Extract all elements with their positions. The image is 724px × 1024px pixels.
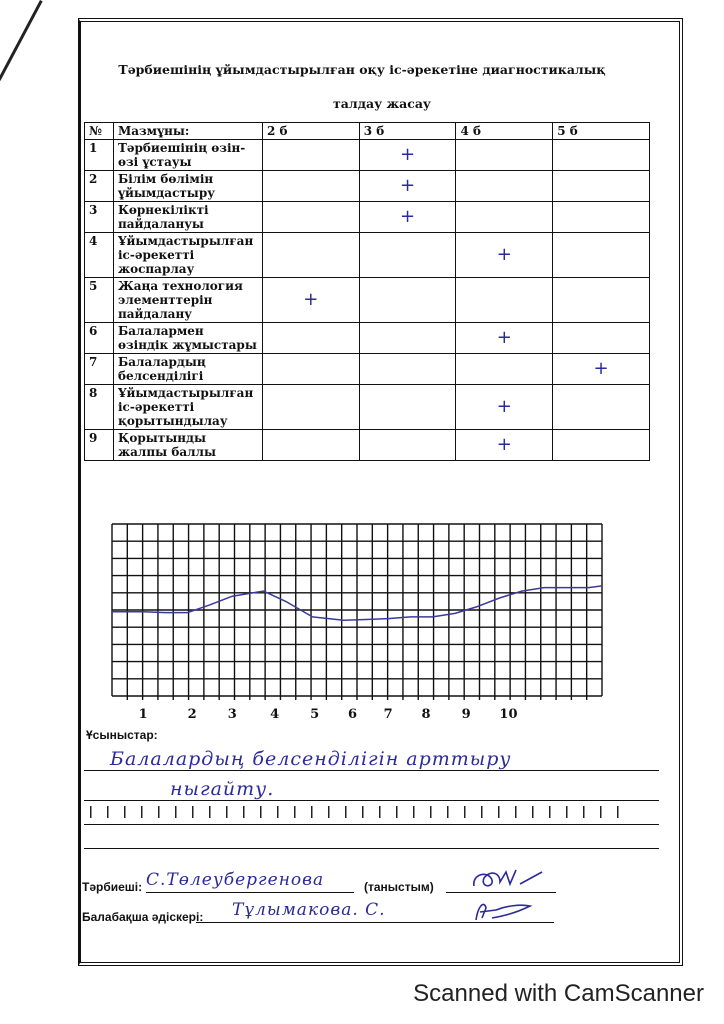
acknowledged-label: (таныстым) [364, 880, 434, 894]
row-number: 7 [85, 354, 114, 385]
recommendation-line-1 [84, 770, 659, 771]
row-number: 2 [85, 171, 114, 202]
row-number: 9 [85, 430, 114, 461]
table-row [85, 430, 650, 461]
score-cell-5 [553, 430, 650, 461]
header-number: № [85, 123, 114, 140]
score-cell-4 [456, 323, 553, 354]
recommendations-label: Ұсыныстар: [86, 728, 158, 742]
methodist-label: Балабақша әдіскері: [82, 910, 204, 924]
score-cell-4 [456, 430, 553, 461]
score-cell-5 [553, 140, 650, 171]
row-number: 3 [85, 202, 114, 233]
score-cell-4 [456, 354, 553, 385]
x-tick-label: 1 [138, 707, 148, 722]
table-row [85, 140, 650, 171]
score-cell-2 [262, 323, 359, 354]
x-tick-label: 2 [187, 707, 197, 722]
methodist-name: Тұлымакова. С. [232, 900, 386, 920]
row-number: 8 [85, 385, 114, 430]
recommendation-line-4 [84, 848, 659, 849]
check-mark: + [593, 358, 609, 379]
score-cell-3 [359, 202, 456, 233]
score-cell-2 [262, 278, 359, 323]
row-content: Балалармен өзіндік жұмыстары [113, 323, 262, 354]
check-mark: + [496, 396, 512, 417]
x-tick-label: 8 [421, 707, 431, 722]
row-content: Жаңа технология элементтерін пайдалану [113, 278, 262, 323]
x-tick-label: 4 [270, 707, 280, 722]
score-cell-2 [262, 354, 359, 385]
check-mark: + [496, 327, 512, 348]
row-number: 4 [85, 233, 114, 278]
teacher-name-line [146, 892, 354, 893]
header-score-5: 5 б [553, 123, 650, 140]
check-mark: + [400, 144, 416, 165]
check-mark: + [496, 434, 512, 455]
document-subtitle: талдау жасау [333, 96, 431, 111]
score-cell-4 [456, 233, 553, 278]
score-cell-3 [359, 385, 456, 430]
row-number: 6 [85, 323, 114, 354]
row-content: Тәрбиешінің өзін-өзі ұстауы [113, 140, 262, 171]
row-number: 5 [85, 278, 114, 323]
table-row [85, 323, 650, 354]
recommendation-line-3 [84, 824, 659, 825]
score-cell-5 [553, 354, 650, 385]
score-cell-3 [359, 233, 456, 278]
score-cell-3 [359, 430, 456, 461]
score-cell-2 [262, 140, 359, 171]
row-content: Білім бөлімін ұйымдастыру [113, 171, 262, 202]
score-cell-2 [262, 430, 359, 461]
table-row [85, 354, 650, 385]
check-mark: + [496, 244, 512, 265]
score-cell-3 [359, 140, 456, 171]
score-cell-5 [553, 202, 650, 233]
teacher-name: С.Төлеубергенова [146, 870, 325, 890]
row-content: Көрнекілікті пайдалануы [113, 202, 262, 233]
score-cell-4 [456, 385, 553, 430]
score-cell-5 [553, 278, 650, 323]
header-content: Мазмұны: [113, 123, 262, 140]
teacher-label: Тәрбиеші: [82, 880, 143, 894]
recommendation-text-1: Балалардың белсенділігін арттыру [110, 748, 512, 770]
row-content: Қорытынды жалпы баллы [113, 430, 262, 461]
header-score-3: 3 б [359, 123, 456, 140]
row-content: Ұйымдастырылған іс-әрекетті қорытындылау [113, 385, 262, 430]
score-cell-2 [262, 233, 359, 278]
score-cell-3 [359, 171, 456, 202]
table-row [85, 278, 650, 323]
recommendation-line-2 [84, 800, 659, 801]
score-cell-4 [456, 202, 553, 233]
score-cell-3 [359, 354, 456, 385]
diagnostic-table [84, 122, 650, 461]
score-cell-5 [553, 171, 650, 202]
check-mark: + [303, 289, 319, 310]
teacher-signature [470, 866, 550, 894]
x-tick-label: 6 [348, 707, 358, 722]
dotted-ruler-line [90, 806, 630, 818]
x-tick-label: 5 [310, 707, 320, 722]
x-tick-label: 10 [499, 707, 518, 722]
score-cell-5 [553, 323, 650, 354]
score-cell-4 [456, 140, 553, 171]
table-row [85, 202, 650, 233]
score-cell-3 [359, 323, 456, 354]
x-tick-label: 3 [227, 707, 237, 722]
score-cell-4 [456, 171, 553, 202]
x-tick-label: 9 [461, 707, 471, 722]
score-cell-4 [456, 278, 553, 323]
score-cell-5 [553, 385, 650, 430]
header-score-4: 4 б [456, 123, 553, 140]
check-mark: + [400, 206, 416, 227]
row-content: Ұйымдастырылған іс-әрекетті жоспарлау [113, 233, 262, 278]
table-row [85, 385, 650, 430]
methodist-signature [470, 896, 550, 924]
x-tick-label: 7 [383, 707, 393, 722]
score-cell-2 [262, 202, 359, 233]
table-row [85, 233, 650, 278]
table-header-row [85, 123, 650, 140]
row-number: 1 [85, 140, 114, 171]
recommendation-text-2: ныгайту. [170, 778, 275, 800]
table-row [85, 171, 650, 202]
score-cell-5 [553, 233, 650, 278]
scanner-watermark: Scanned with CamScanner [413, 980, 704, 1007]
score-chart [110, 522, 620, 722]
row-content: Балалардың белсенділігі [113, 354, 262, 385]
score-cell-2 [262, 171, 359, 202]
score-cell-2 [262, 385, 359, 430]
document-title: Тәрбиешінің ұйымдастырылған оқу іс-әрекетіне диагностикалық [118, 62, 606, 77]
header-score-2: 2 б [262, 123, 359, 140]
check-mark: + [400, 175, 416, 196]
score-cell-3 [359, 278, 456, 323]
